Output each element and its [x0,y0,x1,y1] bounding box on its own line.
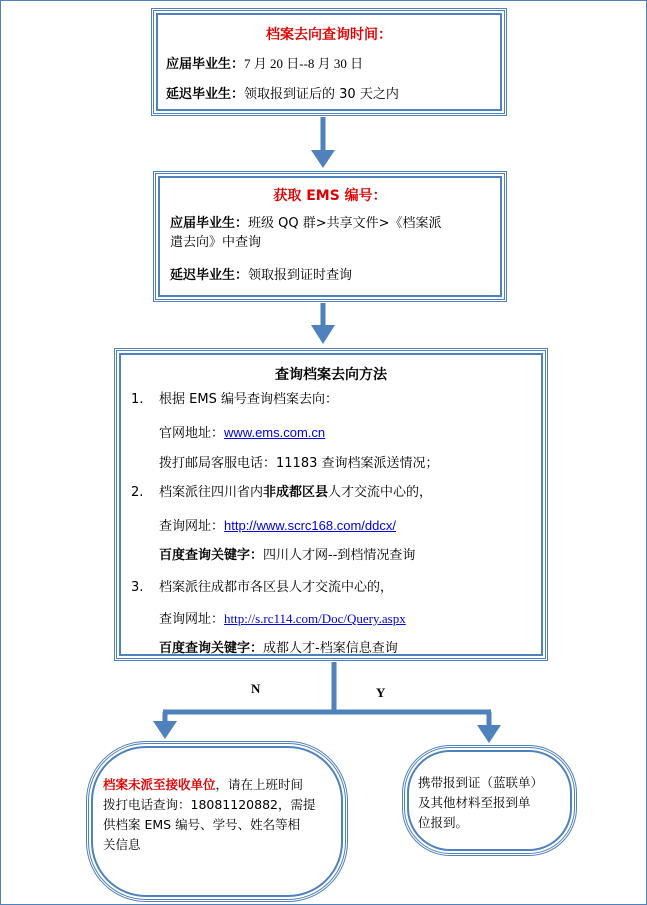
branch-yes-label: Y [376,685,386,700]
keyword-label: 百度查询关键字： [159,548,264,563]
graduates-ems-cont: 遣去向》中查询 [170,235,262,250]
ems-site-link[interactable]: www.ems.com.cn [224,425,326,440]
report-line2: 及其他材料至报到单 [418,795,531,810]
item2-post: 人才交流中心的， [328,485,433,500]
not-dispatched-red: 档案未派至接收单位 [103,777,216,792]
scrc-site-link[interactable]: http://www.scrc168.com/ddcx/ [224,518,396,533]
query-method-box [114,348,548,661]
item1-phone: 拨打邮局客服电话：11183 查询档案派送情况； [159,456,439,471]
item3-keyword-line [159,640,398,657]
site-label: 官网地址： [159,426,225,441]
branch-no-label: N [251,681,261,696]
delayed-ems-text: 领取报到证时查询 [248,268,353,283]
item3-num: 3. [131,580,144,595]
arrowhead-right [477,725,501,743]
report-line3: 位报到。 [418,815,469,830]
query-time-title: 档案去向查询时间： [266,27,392,43]
delayed-time: 领取报到证后的 30 天之内 [244,87,399,102]
item1-site-line [159,424,325,442]
query-method-title: 查询档案去向方法 [275,367,387,383]
report-oval [402,745,577,856]
item1-num: 1. [131,392,144,407]
not-dispatched-line2: 拨打电话查询：18081120882，需提 [103,797,316,812]
ems-number-title: 获取 EMS 编号： [273,188,387,204]
not-dispatched-line3: 供档案 EMS 编号、学号、姓名等相 [103,817,301,832]
delayed-label: 延迟毕业生： [166,87,245,102]
arrowhead-1 [311,150,335,168]
item2-bold: 非成都区县 [263,485,329,500]
delayed-time-line [166,86,399,103]
graduates-time: 7 月 20 日--8 月 30 日 [244,56,364,71]
not-dispatched-rest: ，请在上班时间 [215,777,304,792]
item2-site-line [159,517,396,535]
item2-num: 2. [131,485,144,500]
site-label: 查询网址： [159,519,225,534]
graduates-label: 应届毕业生： [166,57,245,72]
rc114-site-link[interactable]: http://s.rc114.com/Doc/Query.aspx [224,611,406,626]
item3-text: 档案派往成都市各区县人才交流中心的， [159,580,394,595]
arrowhead-2 [311,325,335,344]
site-label: 查询网址： [159,612,225,627]
item3-site-line [159,610,406,628]
graduates-ems-line [170,215,442,232]
report-line1: 携带报到证（蓝联单） [418,775,544,790]
delayed-label: 延迟毕业生： [170,268,249,283]
graduates-label: 应届毕业生： [170,216,249,231]
ems-number-box [153,171,507,302]
item2-keyword-line [159,547,415,564]
not-dispatched-line4: 关信息 [103,837,141,852]
not-dispatched-oval [86,741,348,902]
graduates-ems-text: 班级 QQ 群>共享文件>《档案派 [248,216,442,231]
item3-keyword: 成都人才-档案信息查询 [263,641,398,656]
arrowhead-left [153,721,177,739]
item2-pre: 档案派往四川省内 [159,485,264,500]
item1-text: 根据 EMS 编号查询档案去向： [159,392,338,407]
query-time-box [151,8,507,116]
item2-keyword: 四川人才网--到档情况查询 [263,548,416,563]
graduates-time-line [166,55,363,73]
keyword-label: 百度查询关键字： [159,641,264,656]
item2-text [159,484,432,501]
not-dispatched-line1 [103,776,303,793]
delayed-ems-line [170,267,352,284]
